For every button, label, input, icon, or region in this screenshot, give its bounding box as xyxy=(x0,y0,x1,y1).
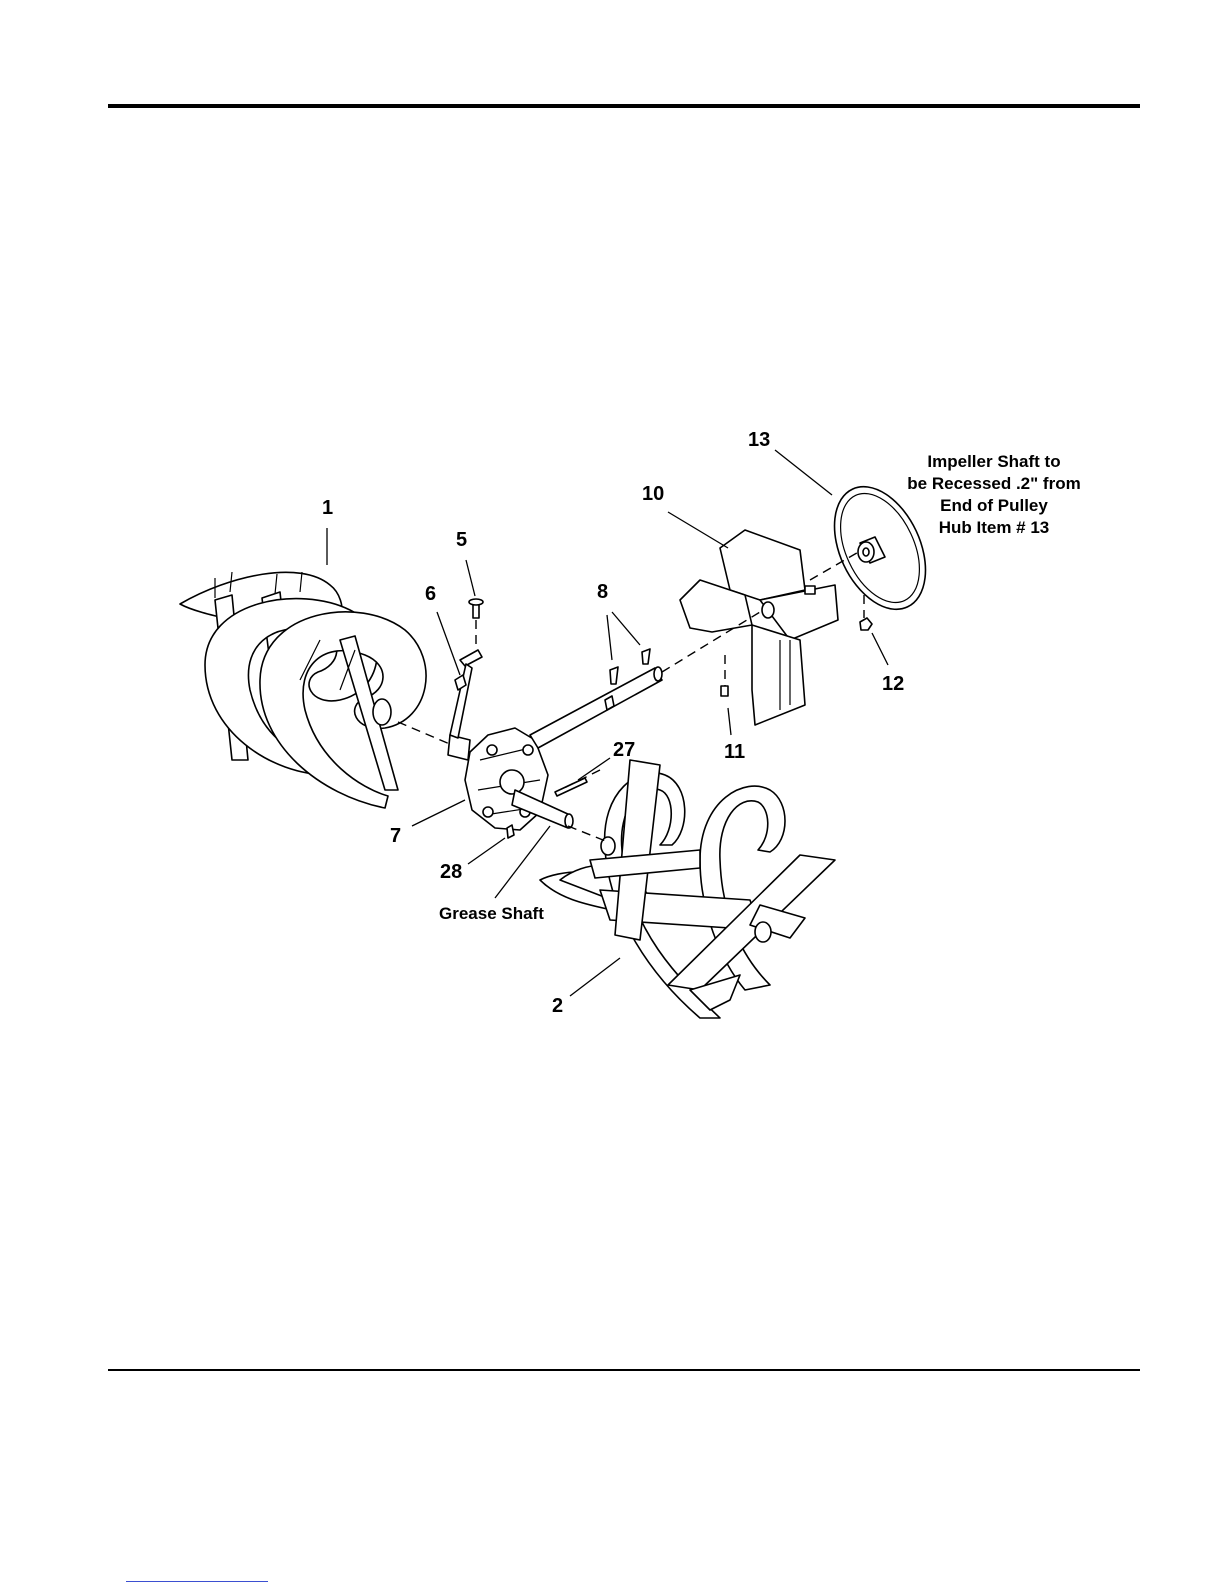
callout-28: 28 xyxy=(440,861,463,883)
gearbox-part xyxy=(448,728,573,830)
note-line-2: be Recessed .2" from xyxy=(907,474,1081,493)
callout-13: 13 xyxy=(748,429,771,451)
callout-7: 7 xyxy=(390,825,402,847)
note-line-4: Hub Item # 13 xyxy=(938,518,1050,537)
lever-part xyxy=(450,599,483,738)
pulley-note xyxy=(907,452,1080,537)
right-auger-part xyxy=(540,760,835,1018)
left-auger-part xyxy=(180,572,426,808)
callout-10: 10 xyxy=(642,483,665,505)
callout-27: 27 xyxy=(613,739,636,761)
callout-5: 5 xyxy=(456,529,468,551)
callout-6: 6 xyxy=(425,583,437,605)
main-shaft-part xyxy=(530,667,662,748)
callout-8: 8 xyxy=(597,581,609,603)
grease-shaft-label: Grease Shaft xyxy=(439,904,544,923)
callout-1: 1 xyxy=(322,497,334,519)
callout-11: 11 xyxy=(724,741,746,763)
note-line-1: Impeller Shaft to xyxy=(927,452,1061,471)
note-line-3: End of Pulley xyxy=(940,496,1048,515)
impeller-part xyxy=(680,530,838,725)
callout-labels xyxy=(322,429,904,1017)
callout-2: 2 xyxy=(552,995,564,1017)
callout-12: 12 xyxy=(882,673,905,695)
